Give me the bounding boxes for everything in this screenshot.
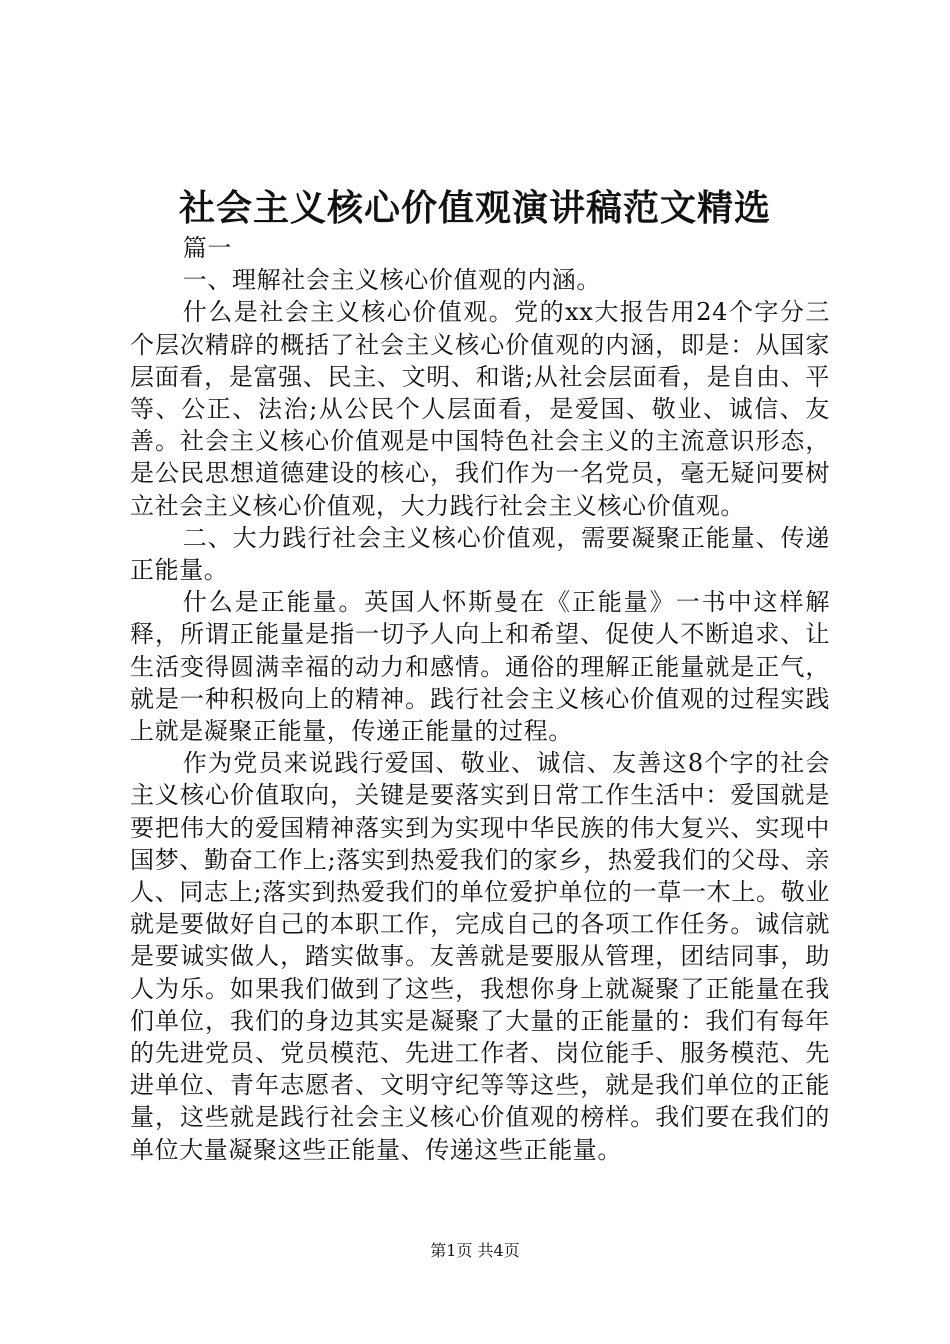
document-body xyxy=(130,232,830,1166)
paragraph: 作为党员来说践行爱国、敬业、诚信、友善这8个字的社会主义核心价值取向，关键是要落实到日常工作生活中：爱国就是要把伟大的爱国精神落实到为实现中华民族的伟大复兴、实现中国梦、勤奋工作上;落实到热爱我们的家乡，热爱我们的父母、亲人、同志上;落实到热爱我们的单位爱护单位的一草一木上。敬业就是要做好自己的本职工作，完成自己的各项工作任务。诚信就是要诚实做人，踏实做事。友善就是要服从管理，团结同事，助人为乐。如果我们做到了这些，我想你身上就凝聚了正能量在我们单位，我们的身边其实是凝聚了大量的正能量的：我们有每年的先进党员、党员模范、先进工作者、岗位能手、服务模范、先进单位、青年志愿者、文明守纪等等这些，就是我们单位的正能量，这些就是践行社会主义核心价值观的榜样。我们要在我们的单位大量凝聚这些正能量、传递这些正能量。 xyxy=(130,749,830,1164)
page-footer: 第1页 共4页 xyxy=(430,1241,520,1260)
heading-two: 二、大力践行社会主义核心价值观，需要凝聚正能量、传递正能量。 xyxy=(130,523,830,585)
heading-one: 一、理解社会主义核心价值观的内涵。 xyxy=(182,266,601,295)
document-title: 社会主义核心价值观演讲稿范文精选 xyxy=(178,187,771,229)
paragraph: 什么是正能量。英国人怀斯曼在《正能量》一书中这样解释，所谓正能量是指一切予人向上和希望、促使人不断追求、让生活变得圆满幸福的动力和感情。通俗的理解正能量就是正气，就是一种积极向上的精神。践行社会主义核心价值观的过程实践上就是凝聚正能量，传递正能量的过程。 xyxy=(130,588,830,746)
paragraph: 什么是社会主义核心价值观。党的xx大报告用24个字分三个层次精辟的概括了社会主义核心价值观的内涵，即是：从国家层面看，是富强、民主、文明、和谐;从社会层面看，是自由、平等、公正、法治;从公民个人层面看，是爱国、敬业、诚信、友善。社会主义核心价值观是中国特色社会主义的主流意识形态，是公民思想道德建设的核心，我们作为一名党员，毫无疑问要树立社会主义核心价值观，大力践行社会主义核心价值观。 xyxy=(130,298,830,520)
section-label: 篇一 xyxy=(182,234,232,262)
